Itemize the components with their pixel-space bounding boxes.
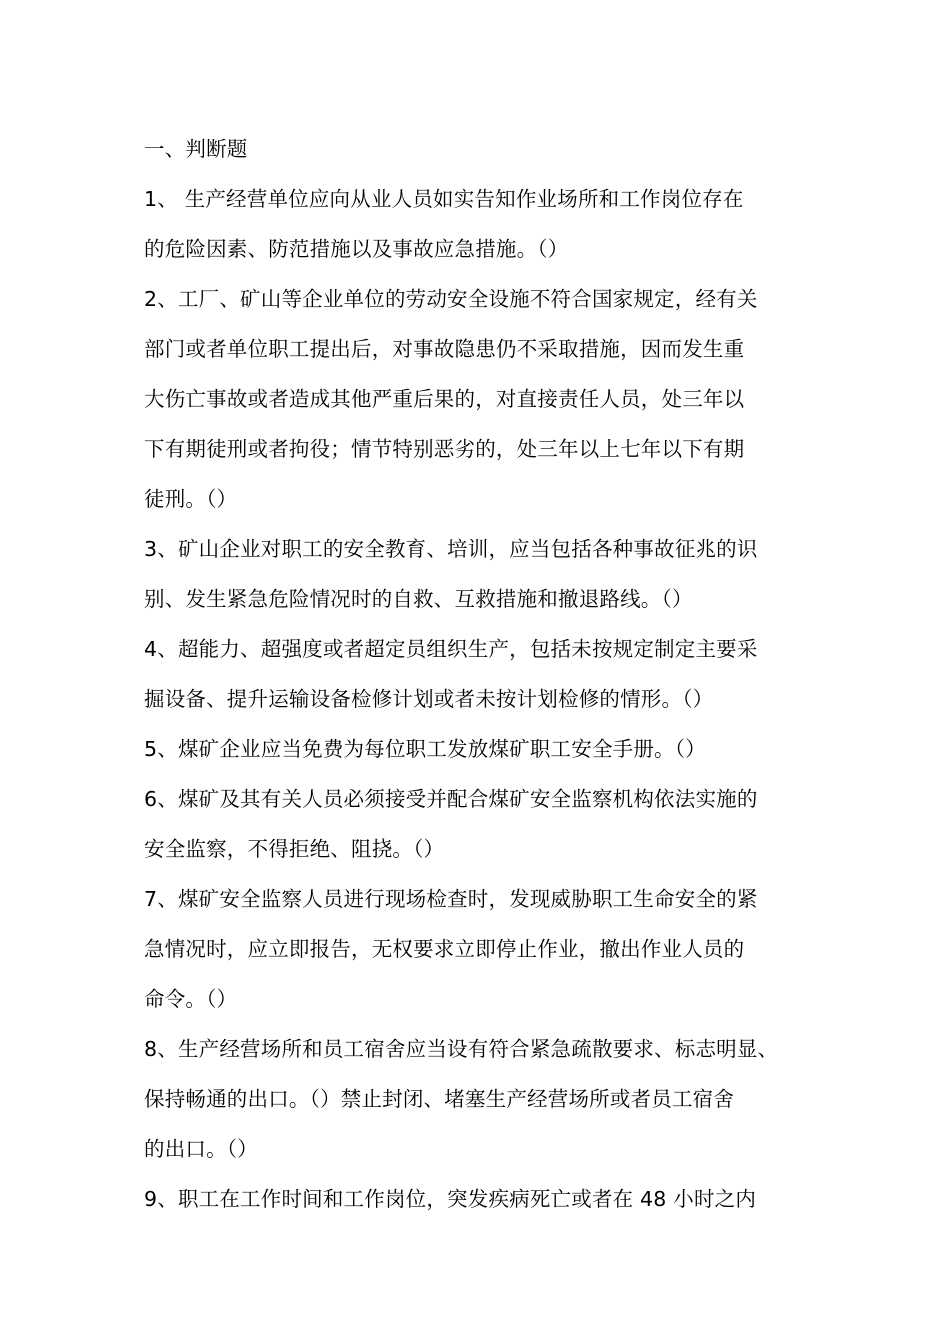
text-line: 2、工厂、矿山等企业单位的劳动安全设施不符合国家规定，经有关 [144,287,758,311]
text-line: 7、煤矿安全监察人员进行现场检查时，发现威胁职工生命安全的紧 [144,887,758,911]
text-line: 的危险因素、防范措施以及事故应急措施。（） [144,237,569,261]
text-line: 的出口。（） [144,1137,258,1161]
text-line: 1、 生产经营单位应向从业人员如实告知作业场所和工作岗位存在 [144,187,744,211]
text-line: 3、矿山企业对职工的安全教育、培训，应当包括各种事故征兆的识 [144,537,758,561]
text-line: 保持畅通的出口。（）禁止封闭、堵塞生产经营场所或者员工宿舍 [144,1087,735,1111]
text-line: 部门或者单位职工提出后，对事故隐患仍不采取措施，因而发生重 [144,337,745,361]
text-line: 徒刑。（） [144,487,238,511]
text-line: 4、超能力、超强度或者超定员组织生产，包括未按规定制定主要采 [144,637,758,661]
text-line: 掘设备、提升运输设备检修计划或者未按计划检修的情形。（） [144,687,714,711]
text-line: 5、煤矿企业应当免费为每位职工发放煤矿职工安全手册。（） [144,737,706,761]
text-line: 下有期徒刑或者拘役；情节特别恶劣的，处三年以上七年以下有期 [144,437,745,461]
text-line: 命令。（） [144,987,238,1011]
section-title: 一、判断题 [144,137,248,161]
text-line: 安全监察，不得拒绝、阻挠。（） [144,837,445,861]
text-line: 急情况时，应立即报告，无权要求立即停止作业，撤出作业人员的 [144,937,745,961]
text-line: 9、职工在工作时间和工作岗位，突发疾病死亡或者在 48 小时之内 [144,1187,757,1211]
text-line: 大伤亡事故或者造成其他严重后果的，对直接责任人员，处三年以 [144,387,745,411]
text-line: 8、生产经营场所和员工宿舍应当设有符合紧急疏散要求、标志明显、 [144,1037,779,1061]
text-line: 别、发生紧急危险情况时的自救、互救措施和撤退路线。（） [144,587,693,611]
text-line: 6、煤矿及其有关人员必须接受并配合煤矿安全监察机构依法实施的 [144,787,758,811]
